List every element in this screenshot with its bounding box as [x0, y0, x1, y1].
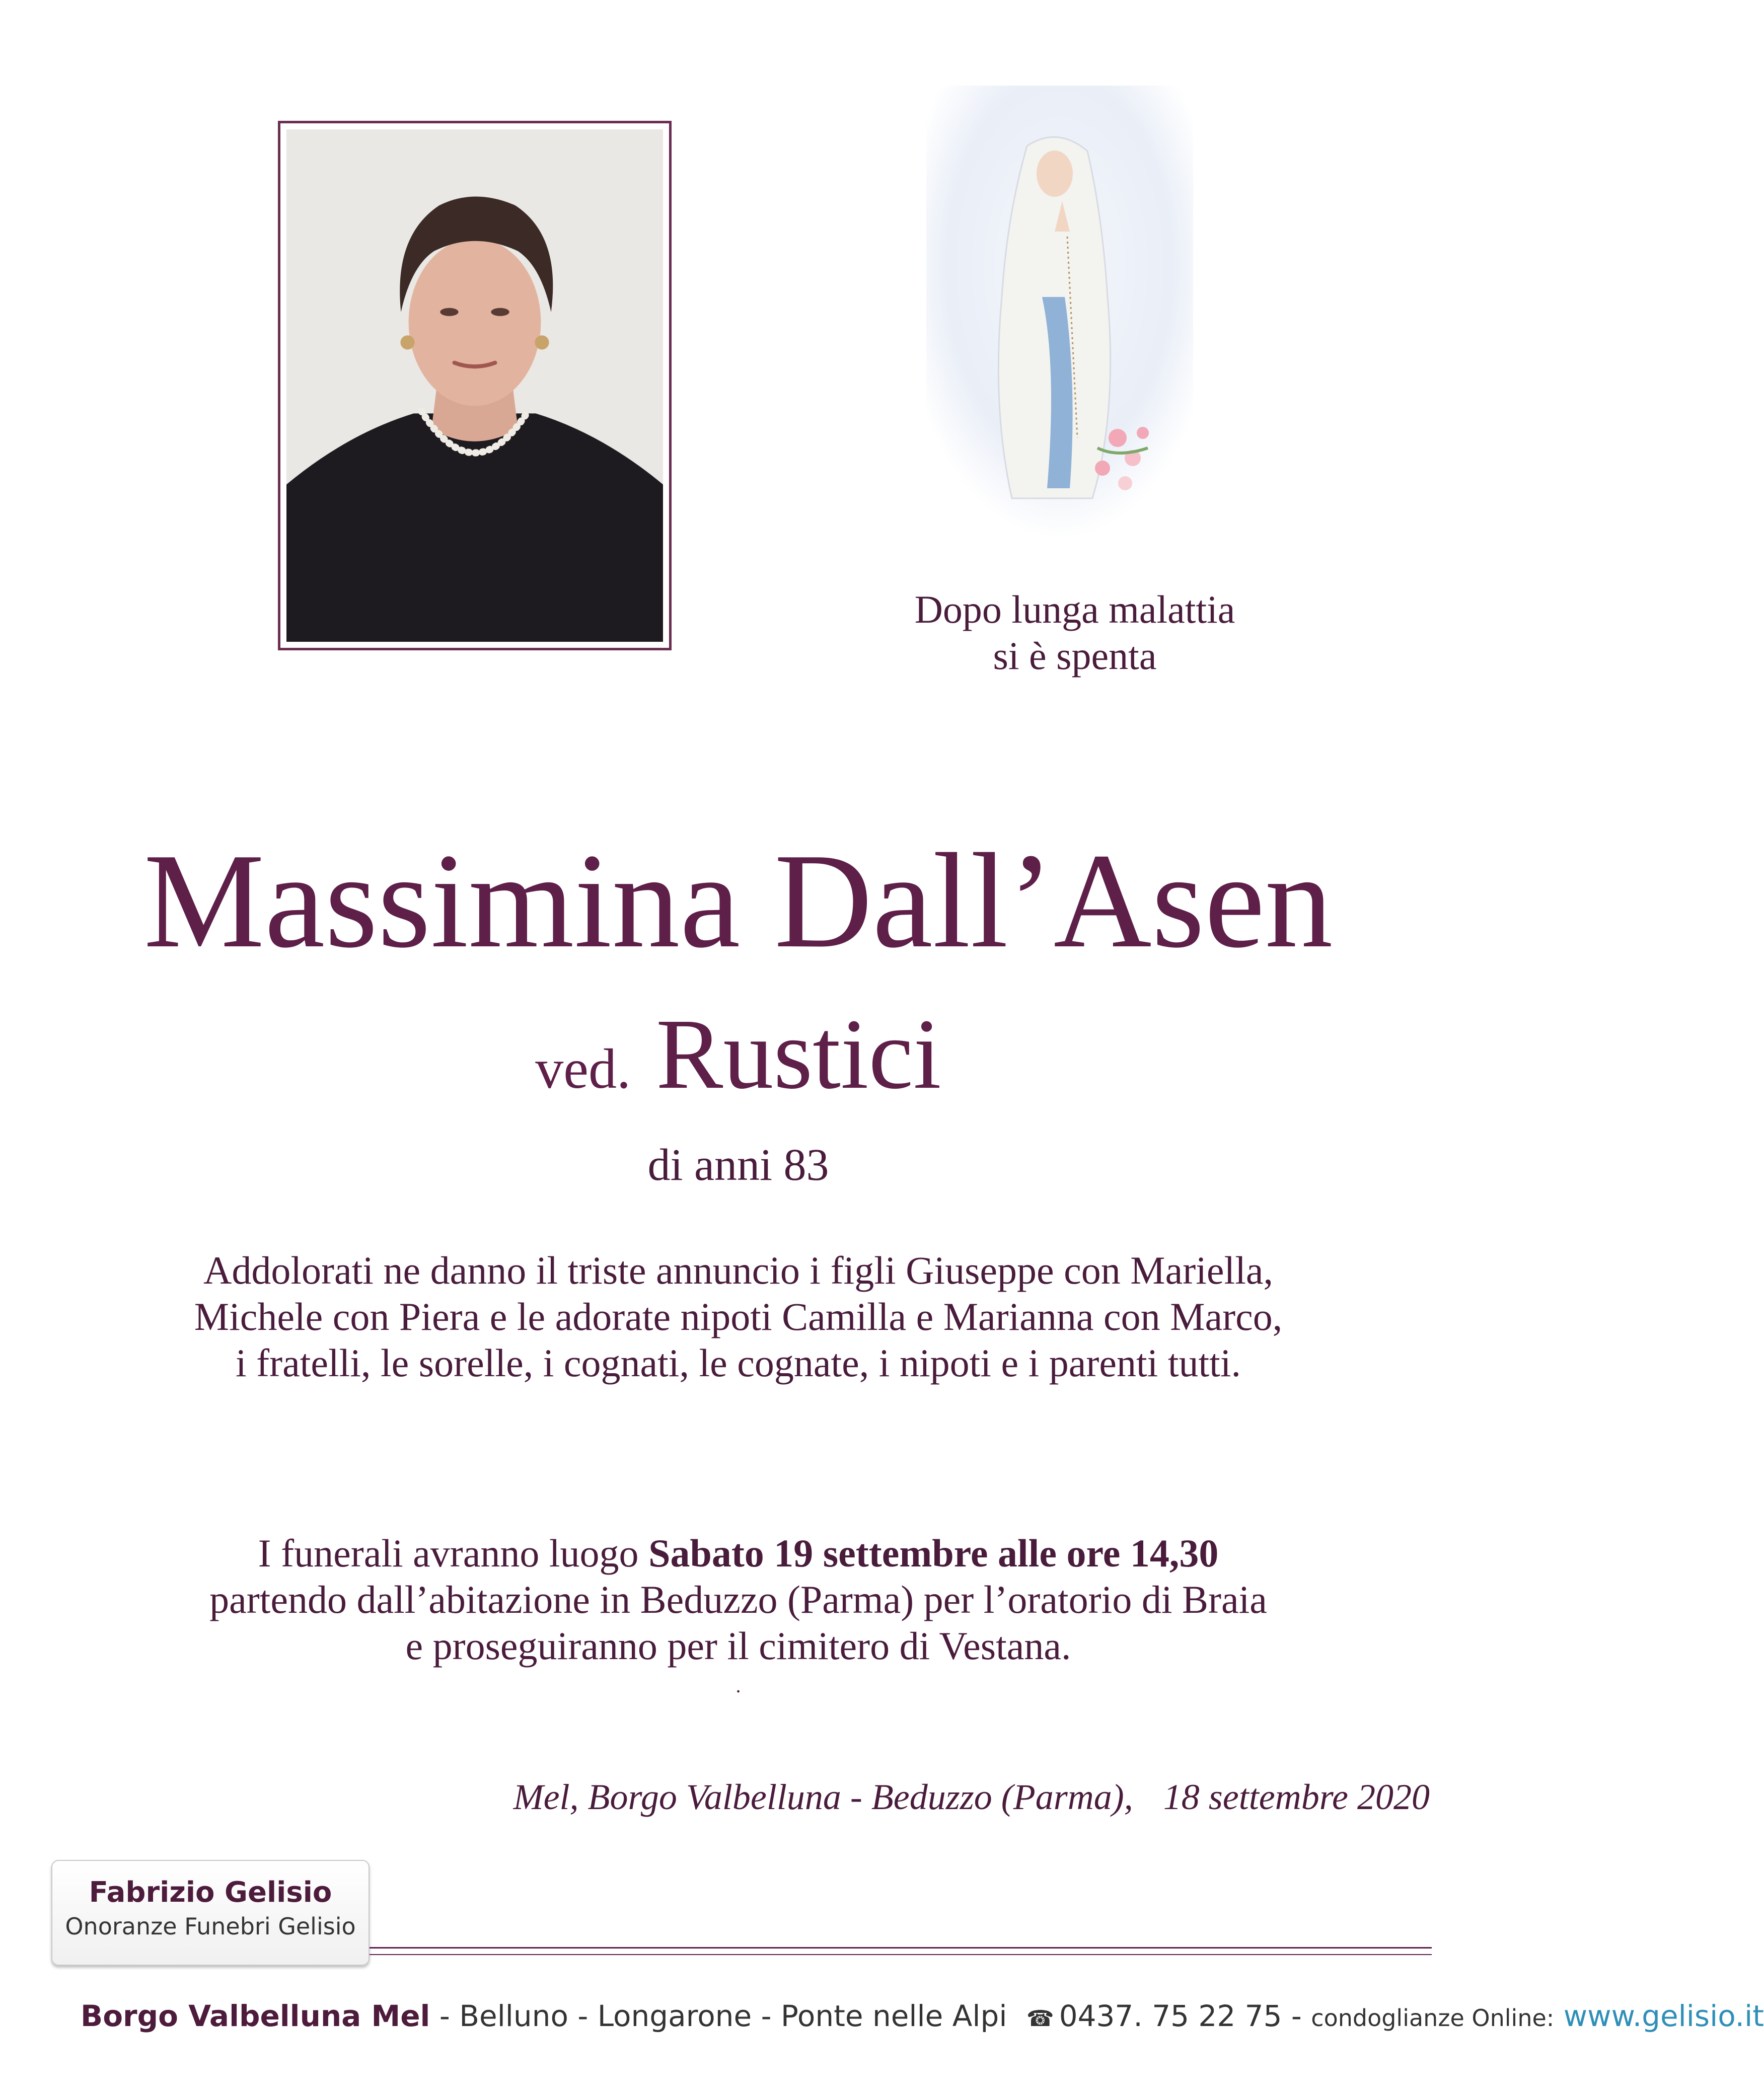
announcement-line-1: Addolorati ne danno il triste annuncio i figli Giuseppe con Mariella,: [203, 1248, 1273, 1292]
announcement-line-3: i fratelli, le sorelle, i cognati, le cognate, i nipoti e i parenti tutti.: [235, 1341, 1241, 1385]
footer-separator: -: [1282, 1999, 1311, 2033]
separator-dot: .: [736, 1674, 741, 1697]
intro-line-1: Dopo lunga malattia: [914, 587, 1235, 631]
funeral-date-time: Sabato 19 settembre alle ore 14,30: [648, 1531, 1219, 1575]
footer-phone: 0437. 75 22 75: [1059, 1999, 1282, 2033]
divider-line-bottom: [370, 1954, 1432, 1955]
footer-brand: Borgo Valbelluna Mel: [81, 1999, 430, 2033]
footer-website-link[interactable]: www.gelisio.it: [1563, 1999, 1764, 2033]
announcement-line-2: Michele con Piera e le adorate nipoti Camilla e Marianna con Marco,: [194, 1295, 1283, 1338]
funeral-intro: I funerali avranno luogo: [258, 1531, 649, 1575]
divider-line-top: [370, 1947, 1432, 1949]
funeral-home-logo: [51, 1860, 370, 1966]
funeral-home-subtitle: Onoranze Funebri Gelisio: [65, 1913, 356, 1940]
funeral-home-name: Fabrizio Gelisio: [89, 1876, 332, 1909]
madonna-figure: [926, 86, 1193, 539]
footer-condolences-label: condoglianze Online:: [1311, 2004, 1555, 2032]
announcement-text: [101, 1247, 1376, 1386]
widow-line: [0, 999, 1477, 1125]
deceased-name: Massimina Dall’Asen: [143, 826, 1333, 976]
funeral-line-2: partendo dall’abitazione in Beduzzo (Parma) per l’oratorio di Braia: [209, 1578, 1267, 1621]
funeral-line-1: [101, 1530, 1376, 1577]
intro-line-2: si è spenta: [993, 634, 1157, 678]
funeral-line-3: e proseguiranno per il cimitero di Vestana.: [405, 1624, 1071, 1668]
date: 18 settembre 2020: [1163, 1777, 1430, 1817]
madonna-image: [926, 86, 1193, 539]
footer: [81, 1996, 1764, 2039]
deceased-portrait: [278, 121, 672, 650]
portrait-photo: [286, 129, 663, 642]
phone-icon: ☎: [1026, 2006, 1054, 2032]
intro-text: [856, 586, 1294, 679]
deceased-age: di anni 83: [647, 1140, 829, 1190]
footer-locations: - Belluno - Longarone - Ponte nelle Alpi: [430, 1999, 1007, 2033]
place: Mel, Borgo Valbelluna - Beduzzo (Parma),: [513, 1777, 1133, 1817]
place-date: [453, 1774, 1430, 1820]
widow-surname: Rustici: [656, 999, 941, 1110]
funeral-details: [101, 1530, 1376, 1669]
widow-prefix: ved.: [535, 1038, 631, 1100]
